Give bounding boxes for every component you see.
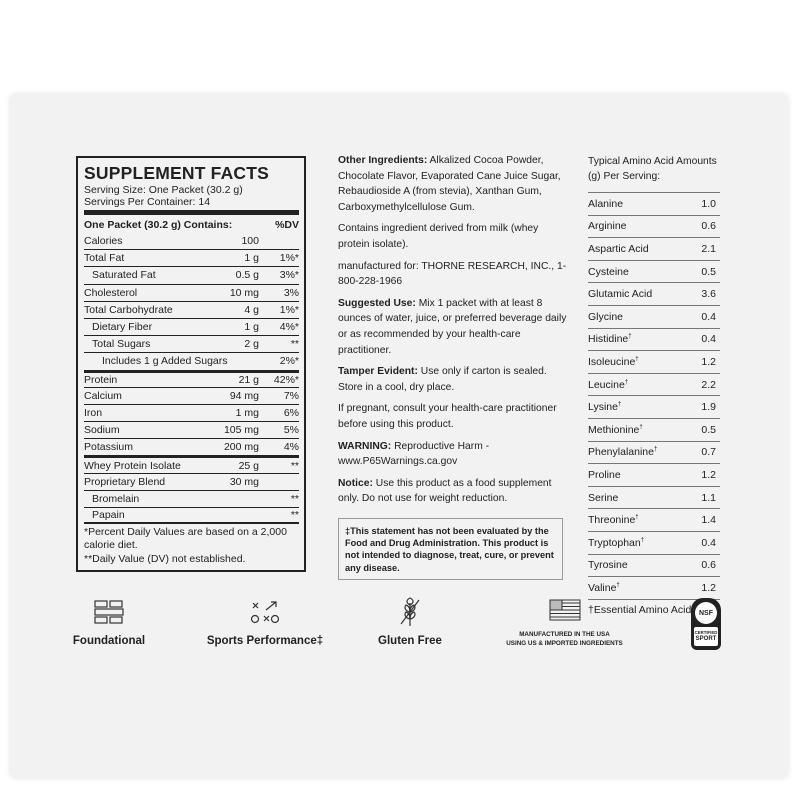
facts-row-name: Iron xyxy=(84,406,103,419)
amino-name xyxy=(588,311,701,323)
amino-rows xyxy=(588,192,720,599)
facts-row-name: Total Carbohydrate xyxy=(84,303,173,316)
amino-value: 0.4 xyxy=(701,310,716,323)
amino-value: 1.0 xyxy=(701,197,716,210)
facts-row-amount: 30 mg xyxy=(229,475,259,488)
amino-name xyxy=(588,537,701,549)
blocks-icon xyxy=(94,600,124,624)
amino-row xyxy=(588,576,720,599)
facts-row-amount: 105 mg xyxy=(223,424,259,437)
facts-row xyxy=(84,284,299,301)
facts-row-name: Calcium xyxy=(84,389,122,402)
amino-name xyxy=(588,333,701,345)
milk-note: Contains ingredient derived from milk (whey protein isolate). xyxy=(338,223,539,250)
amino-value: 0.4 xyxy=(701,333,716,346)
amino-name-text: Arginine xyxy=(588,220,627,233)
amino-value: 1.2 xyxy=(701,355,716,368)
facts-row xyxy=(84,404,299,421)
amino-name-text: Tryptophan xyxy=(588,536,641,549)
facts-row-name: Calories xyxy=(84,234,123,247)
amino-row xyxy=(588,531,720,554)
foundational-badge xyxy=(72,600,146,647)
facts-row xyxy=(84,473,299,490)
amino-row xyxy=(588,395,720,418)
facts-row-dv: 3% xyxy=(283,286,299,299)
amino-value: 2.1 xyxy=(701,242,716,255)
facts-footnote-na: **Daily Value (DV) not established. xyxy=(84,553,246,566)
facts-row xyxy=(84,370,299,387)
serving-size: Serving Size: One Packet (30.2 g) xyxy=(84,184,243,196)
amino-name-text: Proline xyxy=(588,468,621,481)
facts-row xyxy=(84,318,299,335)
facts-row-name: Bromelain xyxy=(92,492,140,505)
made-in-usa-badge xyxy=(497,599,632,648)
foundational-label: Foundational xyxy=(72,635,146,647)
amino-row xyxy=(588,441,720,464)
notice: Notice: Use this product as a food supplement only. Do not use for weight reduction. xyxy=(338,477,552,505)
amino-value: 0.7 xyxy=(701,446,716,459)
amino-mark: † xyxy=(628,333,632,340)
nsf-certified-badge xyxy=(689,598,723,650)
ingredients-column xyxy=(338,153,570,513)
amino-name xyxy=(588,514,701,526)
facts-row-name: Proprietary Blend xyxy=(84,475,166,488)
facts-row-name: Sodium xyxy=(84,424,120,437)
amino-value: 1.1 xyxy=(701,491,716,504)
amino-name xyxy=(588,492,701,504)
fda-statement: ‡This statement has not been evaluated by the Food and Drug Administration. This product is not intended to diagnose, treat, cure, or prevent any disease. xyxy=(338,518,563,580)
amino-row xyxy=(588,350,720,373)
facts-row-amount: 0.5 g xyxy=(235,269,259,282)
gluten-free-badge xyxy=(370,597,450,647)
facts-row-dv: 7% xyxy=(283,389,299,402)
sports-performance-badge xyxy=(205,600,325,647)
amino-row xyxy=(588,463,720,486)
amino-name-text: Phenylalanine xyxy=(588,446,654,459)
facts-row-dv: 1%* xyxy=(279,303,299,316)
facts-row-name: Saturated Fat xyxy=(92,269,156,282)
amino-name xyxy=(588,356,701,368)
amino-name xyxy=(588,582,701,594)
amino-row xyxy=(588,237,720,260)
amino-name-text: Aspartic Acid xyxy=(588,242,649,255)
amino-row xyxy=(588,305,720,328)
facts-row xyxy=(84,249,299,266)
facts-row xyxy=(84,335,299,352)
amino-name xyxy=(588,401,701,413)
made-in-usa-line2: USING US & IMPORTED INGREDIENTS xyxy=(506,640,623,647)
facts-rows xyxy=(84,232,299,524)
supplement-facts-title: SUPPLEMENT FACTS xyxy=(84,163,270,183)
facts-row-amount: 4 g xyxy=(244,303,259,316)
amino-row xyxy=(588,328,720,351)
facts-row xyxy=(84,438,299,455)
servings-per-container: Servings Per Container: 14 xyxy=(84,196,211,208)
facts-row-name: Cholesterol xyxy=(84,286,138,299)
facts-footnote-dv: *Percent Daily Values are based on a 2,000 calorie diet. xyxy=(84,526,287,552)
facts-row xyxy=(84,232,299,249)
amino-row xyxy=(588,282,720,305)
facts-row-dv: 4% xyxy=(283,441,299,454)
amino-row xyxy=(588,192,720,215)
facts-row-amount: 1 g xyxy=(244,321,259,334)
play-diagram-icon xyxy=(250,600,280,624)
facts-row-name: Papain xyxy=(92,509,125,522)
amino-row xyxy=(588,260,720,283)
sports-performance-label: Sports Performance‡ xyxy=(206,635,324,647)
amino-row xyxy=(588,215,720,238)
amino-name xyxy=(588,198,701,210)
facts-row-dv: ** xyxy=(290,509,299,522)
amino-row xyxy=(588,508,720,531)
facts-row xyxy=(84,301,299,318)
amino-footnote: †Essential Amino Acid xyxy=(588,599,720,616)
facts-row-amount: 10 mg xyxy=(229,286,259,299)
nsf-sport-text: SPORT xyxy=(695,636,717,642)
facts-header-dv: %DV xyxy=(275,218,299,231)
us-flag-icon xyxy=(549,599,581,621)
facts-row xyxy=(84,455,299,472)
amino-mark: † xyxy=(653,446,658,453)
amino-name xyxy=(588,266,701,278)
facts-row-dv: ** xyxy=(290,338,299,351)
facts-row xyxy=(84,507,299,524)
amino-name xyxy=(588,243,701,255)
amino-row xyxy=(588,418,720,441)
suggested-use: Suggested Use: Mix 1 packet with at least 8 ounces of water, juice, or preferred beverage daily or as recommended by your health-care practitioner. xyxy=(338,297,567,356)
amino-value: 1.4 xyxy=(701,514,716,527)
facts-row-name: Protein xyxy=(84,373,118,386)
amino-name-text: Serine xyxy=(588,491,619,504)
facts-row-amount: 25 g xyxy=(238,459,259,472)
made-in-usa-line1: MANUFACTURED IN THE USA xyxy=(519,631,610,638)
amino-mark: † xyxy=(639,424,643,431)
amino-value: 0.5 xyxy=(701,265,716,278)
amino-name-text: Isoleucine xyxy=(588,355,636,368)
amino-row xyxy=(588,486,720,509)
wheat-crossed-icon xyxy=(398,597,422,627)
facts-row-name: Whey Protein Isolate xyxy=(84,459,181,472)
amino-value: 2.2 xyxy=(701,378,716,391)
facts-row-dv: 5% xyxy=(283,424,299,437)
facts-row-amount: 200 mg xyxy=(223,441,259,454)
amino-value: 3.6 xyxy=(701,288,716,301)
amino-mark: † xyxy=(624,379,629,386)
facts-row-dv: 3%* xyxy=(279,269,299,282)
other-ingredients: Other Ingredients: Alkalized Cocoa Powder, Chocolate Flavor, Evaporated Cane Juice Sugar, Rebaudioside A (from stevia), Xanthan Gum, Carboxymethylcellulose Gum. xyxy=(338,155,561,213)
facts-row-dv: 2%* xyxy=(279,355,299,368)
amino-name xyxy=(588,424,701,436)
nsf-badge-text: NSF xyxy=(699,609,713,617)
amino-name-text: Leucine xyxy=(588,378,625,391)
amino-name xyxy=(588,379,701,391)
amino-value: 0.6 xyxy=(701,220,716,233)
amino-name xyxy=(588,559,701,571)
amino-value: 1.9 xyxy=(701,401,716,414)
facts-row-dv: 6% xyxy=(283,406,299,419)
amino-name-text: Lysine xyxy=(588,401,618,414)
facts-row-dv: 42%* xyxy=(273,373,299,386)
facts-divider xyxy=(84,210,299,215)
amino-value: 1.2 xyxy=(701,581,716,594)
facts-row-dv: ** xyxy=(290,459,299,472)
nsf-badge-icon xyxy=(691,598,721,650)
amino-name-text: Histidine xyxy=(588,333,629,346)
amino-name xyxy=(588,446,701,458)
facts-row-name: Total Fat xyxy=(84,252,125,265)
amino-title: Typical Amino Acid Amounts (g) Per Serving: xyxy=(588,156,717,182)
facts-row xyxy=(84,490,299,507)
amino-name-text: Valine xyxy=(588,581,617,594)
amino-mark: † xyxy=(635,356,639,363)
amino-name-text: Alanine xyxy=(588,197,624,210)
facts-row xyxy=(84,266,299,283)
facts-row-name: Dietary Fiber xyxy=(92,321,153,334)
amino-name xyxy=(588,220,701,232)
amino-mark: † xyxy=(640,537,645,544)
facts-header-label: One Packet (30.2 g) Contains: xyxy=(84,218,233,231)
facts-row xyxy=(84,387,299,404)
amino-value: 1.2 xyxy=(701,468,716,481)
warning: WARNING: Reproductive Harm - www.P65Warnings.ca.gov xyxy=(338,440,490,468)
amino-value: 0.5 xyxy=(701,423,716,436)
facts-row-amount: 21 g xyxy=(238,373,259,386)
facts-row-amount: 1 mg xyxy=(235,406,259,419)
facts-row-dv: ** xyxy=(290,492,299,505)
amino-name-text: Glutamic Acid xyxy=(588,288,653,301)
amino-name xyxy=(588,469,701,481)
facts-row-dv: 4%* xyxy=(279,321,299,334)
amino-acid-column xyxy=(588,154,720,616)
amino-value: 0.6 xyxy=(701,559,716,572)
amino-name-text: Glycine xyxy=(588,310,624,323)
facts-row-amount: 94 mg xyxy=(229,389,259,402)
amino-mark: † xyxy=(617,401,622,408)
facts-row-name: Potassium xyxy=(84,441,134,454)
facts-row-name: Total Sugars xyxy=(92,338,151,351)
nsf-certified-text: CERTIFIED xyxy=(694,630,718,635)
amino-name-text: Cysteine xyxy=(588,265,629,278)
facts-row-name: Includes 1 g Added Sugars xyxy=(102,355,228,368)
facts-header xyxy=(84,217,299,232)
amino-mark: † xyxy=(635,514,639,521)
amino-name-text: Methionine xyxy=(588,423,640,436)
facts-row-amount: 1 g xyxy=(244,252,259,265)
facts-row xyxy=(84,352,299,369)
amino-row xyxy=(588,554,720,577)
amino-value: 0.4 xyxy=(701,536,716,549)
supplement-facts-panel xyxy=(76,156,306,572)
facts-row-dv: 1%* xyxy=(279,252,299,265)
facts-row-amount: 100 xyxy=(241,234,259,247)
facts-row-amount: 2 g xyxy=(244,338,259,351)
amino-name xyxy=(588,288,701,300)
amino-mark: † xyxy=(616,582,620,589)
facts-row xyxy=(84,421,299,438)
manufacturer: manufactured for: THORNE RESEARCH, INC., 1-800-228-1966 xyxy=(338,260,567,288)
amino-name-text: Tyrosine xyxy=(588,559,628,572)
pregnancy-note: If pregnant, consult your health-care practitioner before using this product. xyxy=(338,403,557,430)
gluten-free-label: Gluten Free xyxy=(378,635,442,647)
amino-name-text: Threonine xyxy=(588,514,636,527)
amino-row xyxy=(588,373,720,396)
tamper-evident: Tamper Evident: Use only if carton is sealed. Store in a cool, dry place. xyxy=(338,366,547,393)
